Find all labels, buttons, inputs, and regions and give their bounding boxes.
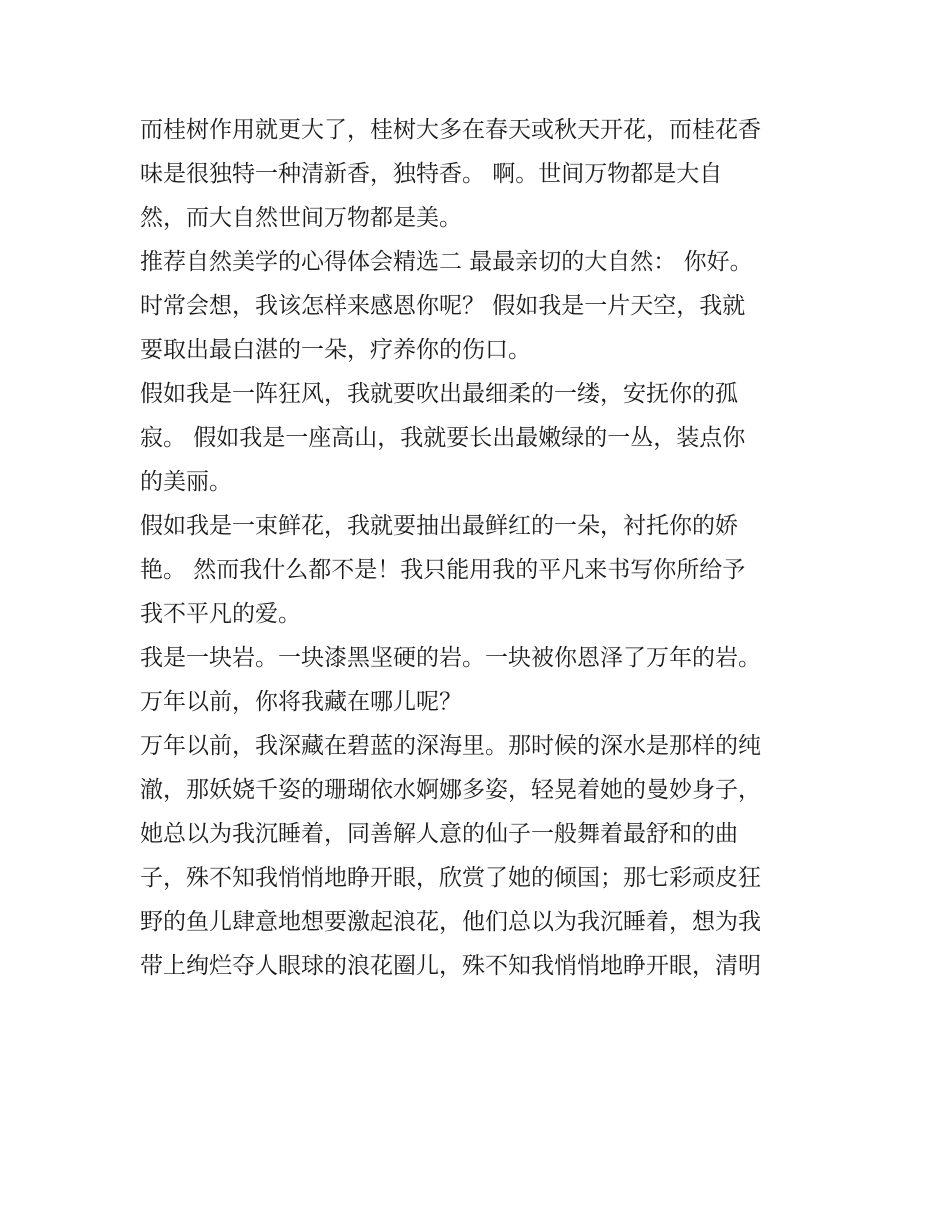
text-line: 艳。 然而我什么都不是！我只能用我的平凡来书写你所给予 xyxy=(140,557,746,583)
text-line: 的美丽。 xyxy=(140,469,232,495)
text-line: 子，殊不知我悄悄地睁开眼，欣赏了她的倾国；那七彩顽皮狂 xyxy=(140,865,761,891)
text-line: 万年以前，我深藏在碧蓝的深海里。那时候的深水是那样的纯 xyxy=(140,733,761,759)
text-line: 味是很独特一种清新香，独特香。 啊。世间万物都是大自 xyxy=(140,161,723,187)
text-line: 假如我是一阵狂风，我就要吹出最细柔的一缕，安抚你的孤 xyxy=(140,381,738,407)
text-line: 推荐自然美学的心得体会精选二 最最亲切的大自然： 你好。 xyxy=(140,249,753,275)
text-line: 要取出最白湛的一朵，疗养你的伤口。 xyxy=(140,337,531,363)
text-line: 她总以为我沉睡着，同善解人意的仙子一般舞着最舒和的曲 xyxy=(140,821,738,847)
text-line: 寂。 假如我是一座高山，我就要长出最嫩绿的一丛，装点你 xyxy=(140,425,746,451)
text-line: 假如我是一束鲜花，我就要抽出最鲜红的一朵，衬托你的娇 xyxy=(140,513,738,539)
body-text xyxy=(140,108,820,988)
text-line: 我不平凡的爱。 xyxy=(140,601,301,627)
text-line: 我是一块岩。一块漆黑坚硬的岩。一块被你恩泽了万年的岩。 xyxy=(140,645,761,671)
text-line: 澈，那妖娆千姿的珊瑚依水婀娜多姿，轻晃着她的曼妙身子， xyxy=(140,777,761,803)
text-line: 万年以前，你将我藏在哪儿呢？ xyxy=(140,689,462,715)
text-line: 而桂树作用就更大了，桂树大多在春天或秋天开花，而桂花香 xyxy=(140,117,761,143)
text-line: 野的鱼儿肆意地想要激起浪花，他们总以为我沉睡着，想为我 xyxy=(140,909,761,935)
text-line: 时常会想，我该怎样来感恩你呢？ 假如我是一片天空，我就 xyxy=(140,293,746,319)
text-line: 带上绚烂夺人眼球的浪花圈儿，殊不知我悄悄地睁开眼，清明 xyxy=(140,953,761,979)
text-line: 然，而大自然世间万物都是美。 xyxy=(140,205,462,231)
